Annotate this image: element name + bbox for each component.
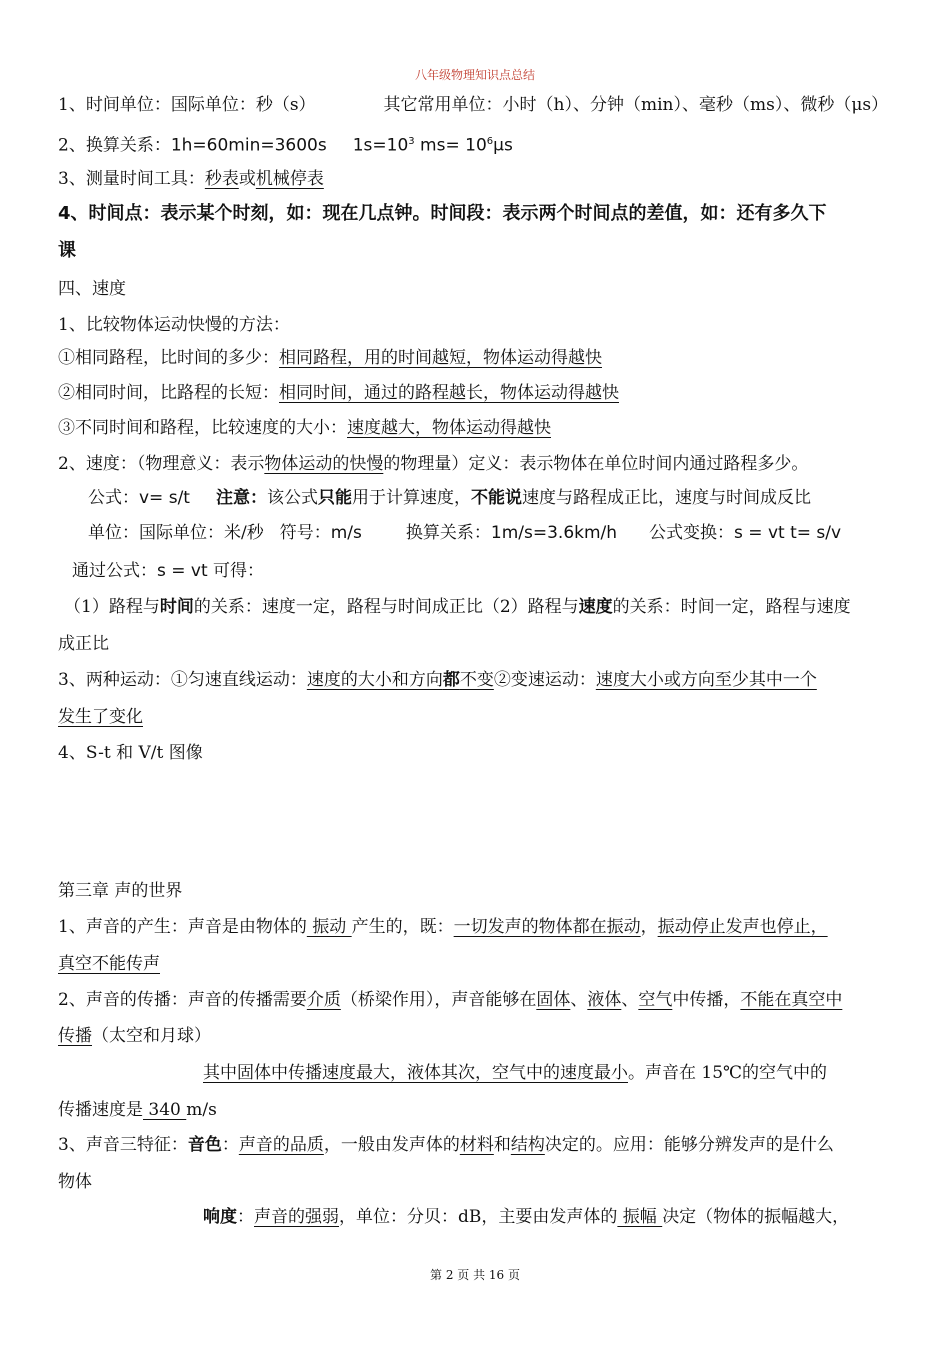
method-2-label: ②相同时间，比路程的长短： <box>58 383 279 403</box>
note-text-1: 该公式 <box>266 488 318 508</box>
thru-formula: 通过公式：s = vt 可得： <box>72 561 265 581</box>
formula: 公式：v= s/t <box>88 488 190 508</box>
note-cannot: 不能说 <box>470 488 522 508</box>
motion-types-line <box>58 669 817 691</box>
time-unit-intl: 1、时间单位：国际单位：秒（s） <box>58 95 316 115</box>
sound-propagation-line-cont <box>58 1025 211 1047</box>
propagation-solid: 固体 <box>536 990 571 1010</box>
time-point-line: 4、时间点：表示某个时刻，如：现在几点钟。时间段：表示两个时间点的差值，如：还有多久下 <box>58 203 827 224</box>
page-header: 八年级物理知识点总结 <box>414 68 535 82</box>
time-unit-line <box>58 94 888 116</box>
compare-method-1 <box>58 347 602 369</box>
production-rule-1: 一切发声的物体都在振动 <box>453 917 641 937</box>
graph-item: 4、S-t 和 V/t 图像 <box>58 743 203 763</box>
sound-propagation-line <box>58 989 842 1011</box>
relation-speed: 速度 <box>578 597 613 617</box>
propagation-example: （太空和月球） <box>92 1026 211 1046</box>
timbre-colon: ： <box>221 1135 239 1155</box>
chapter-heading: 第三章 声的世界 <box>58 881 183 901</box>
sound-features-line <box>58 1134 834 1156</box>
unit-intl: 单位：国际单位：米/秒 <box>88 523 264 543</box>
conversion-sup-3: 3 <box>408 136 415 147</box>
uniform-motion-label: 3、两种运动：①匀速直线运动： <box>58 670 307 690</box>
timbre-and: 和 <box>493 1135 511 1155</box>
uniform-motion-all: 都 <box>442 670 460 690</box>
sound-production-line-cont: 真空不能传声 <box>58 954 160 974</box>
speed-air-pre: 。声音在 15℃的空气中的 <box>628 1063 828 1083</box>
variable-motion-desc: 速度大小或方向至少其中一个 <box>595 670 817 690</box>
speed-definition <box>58 453 808 475</box>
loudness-line <box>203 1206 849 1228</box>
propagation-liquid: 液体 <box>587 990 622 1010</box>
propagation-air: 空气 <box>638 990 673 1010</box>
timbre-label: 音色 <box>187 1135 222 1155</box>
features-label: 3、声音三特征： <box>58 1135 188 1155</box>
unit-symbol: 符号：m/s <box>279 523 362 543</box>
speed-air-unit: m/s <box>186 1100 217 1120</box>
conversion-label: 2、换算关系： <box>58 135 171 156</box>
tool-or: 或 <box>238 169 256 189</box>
method-3-rule: 速度越大，物体运动得越快 <box>347 418 551 438</box>
note-only: 只能 <box>317 488 352 508</box>
note-text-3: 速度与路程成正比，速度与时间成反比 <box>521 488 811 508</box>
method-1-rule: 相同路程，用的时间越短，物体运动得越快 <box>279 348 602 368</box>
speed-compare-title: 1、比较物体运动快慢的方法： <box>58 315 290 335</box>
unit-conversion: 换算关系：1m/s=3.6km/h <box>405 523 618 543</box>
timbre-material: 材料 <box>459 1135 494 1155</box>
propagation-vacuum-cont: 传播 <box>58 1026 92 1046</box>
page-footer: 第 2 页 共 16 页 <box>430 1268 520 1282</box>
tool-stopwatch: 秒表 <box>204 169 239 189</box>
time-tool-line <box>58 168 324 190</box>
sound-production-line <box>58 916 828 938</box>
time-point-line-cont: 课 <box>58 240 76 261</box>
method-2-rule: 相同时间，通过的路程越长，物体运动得越快 <box>279 383 619 403</box>
sound-speed-line-cont <box>58 1099 217 1121</box>
speed-order: 其中固体中传播速度最大，液体其次，空气中的速度最小 <box>203 1063 628 1083</box>
timbre-def: 声音的品质 <box>238 1135 324 1155</box>
loudness-colon: ： <box>237 1207 254 1227</box>
propagation-mid: （桥梁作用），声音能够在 <box>340 990 537 1010</box>
relation-1-pre: （1）路程与 <box>64 597 160 617</box>
tool-label: 3、测量时间工具： <box>58 169 205 189</box>
method-1-label: ①相同路程，比时间的多少： <box>58 348 279 368</box>
compare-method-2 <box>58 382 619 404</box>
conversion-s: 1s=10 <box>352 135 409 156</box>
time-unit-other: 其它常用单位：小时（h）、分钟（min）、毫秒（ms）、微秒（μs） <box>383 95 889 115</box>
relation-time: 时间 <box>159 597 194 617</box>
conversion-h: 1h=60min=3600s <box>170 135 327 156</box>
loudness-post: 决定（物体的振幅越大， <box>662 1207 850 1227</box>
definition-post: 的物理量）定义：表示物体在单位时间内通过路程多少。 <box>383 454 809 474</box>
uniform-motion-unchanged: 不变 <box>459 670 494 690</box>
speed-heading: 四、速度 <box>58 279 126 299</box>
speed-formula-line <box>88 487 811 509</box>
sep-1: 、 <box>570 990 588 1010</box>
loudness-amplitude: 振幅 <box>617 1207 663 1227</box>
time-conversion-line <box>58 131 513 157</box>
production-mid: 产生的，既： <box>351 917 454 937</box>
compare-method-3 <box>58 417 551 439</box>
variable-motion-label: ②变速运动： <box>493 670 596 690</box>
definition-pre: 2、速度：（物理意义：表示 <box>58 454 265 474</box>
method-3-label: ③不同时间和路程，比较速度的大小： <box>58 418 347 438</box>
loudness-mid: ，单位：分贝：dB，主要由发声体的 <box>339 1207 618 1227</box>
production-pre: 1、声音的产生：声音是由物体的 <box>58 917 307 937</box>
motion-types-line-cont: 发生了变化 <box>58 707 143 727</box>
timbre-structure: 结构 <box>510 1135 545 1155</box>
conversion-sup-6: 6 <box>486 136 494 147</box>
loudness-label: 响度 <box>203 1207 237 1227</box>
formula-transform: 公式变换：s = vt t= s/v <box>649 523 842 543</box>
loudness-def: 声音的强弱 <box>254 1207 339 1227</box>
definition-meaning: 物体运动的快慢 <box>264 454 384 474</box>
note-text-2: 用于计算速度， <box>351 488 471 508</box>
speed-unit-line <box>88 522 841 544</box>
conversion-us: μs <box>493 135 513 156</box>
production-rule-2: 振动停止发声也停止， <box>657 917 828 937</box>
sound-features-line-cont: 物体 <box>58 1172 92 1192</box>
relation-1-post: 的关系：速度一定，路程与时间成正比（2）路程与 <box>193 597 579 617</box>
propagation-vacuum: 不能在真空中 <box>740 990 843 1010</box>
conversion-ms: ms= 10 <box>414 135 487 156</box>
production-vibration: 振动 <box>306 917 352 937</box>
propagation-pre: 2、声音的传播：声音的传播需要 <box>58 990 307 1010</box>
production-comma: ， <box>640 917 658 937</box>
speed-air-value: 340 <box>143 1100 187 1120</box>
tool-mech-stopwatch: 机械停表 <box>255 169 324 189</box>
propagation-medium: 介质 <box>306 990 341 1010</box>
relation-line <box>64 596 851 618</box>
sep-2: 、 <box>621 990 639 1010</box>
timbre-post: 决定的。应用：能够分辨发声的是什么 <box>544 1135 834 1155</box>
relation-line-cont: 成正比 <box>58 634 109 654</box>
uniform-motion-desc: 速度的大小和方向 <box>306 670 443 690</box>
speed-air-label: 传播速度是 <box>58 1100 143 1120</box>
timbre-mid: ，一般由发声体的 <box>323 1135 460 1155</box>
relation-2-post: 的关系：时间一定，路程与速度 <box>612 597 851 617</box>
propagation-post: 中传播， <box>672 990 741 1010</box>
sound-speed-line <box>203 1062 827 1084</box>
note-label: 注意： <box>215 488 267 508</box>
